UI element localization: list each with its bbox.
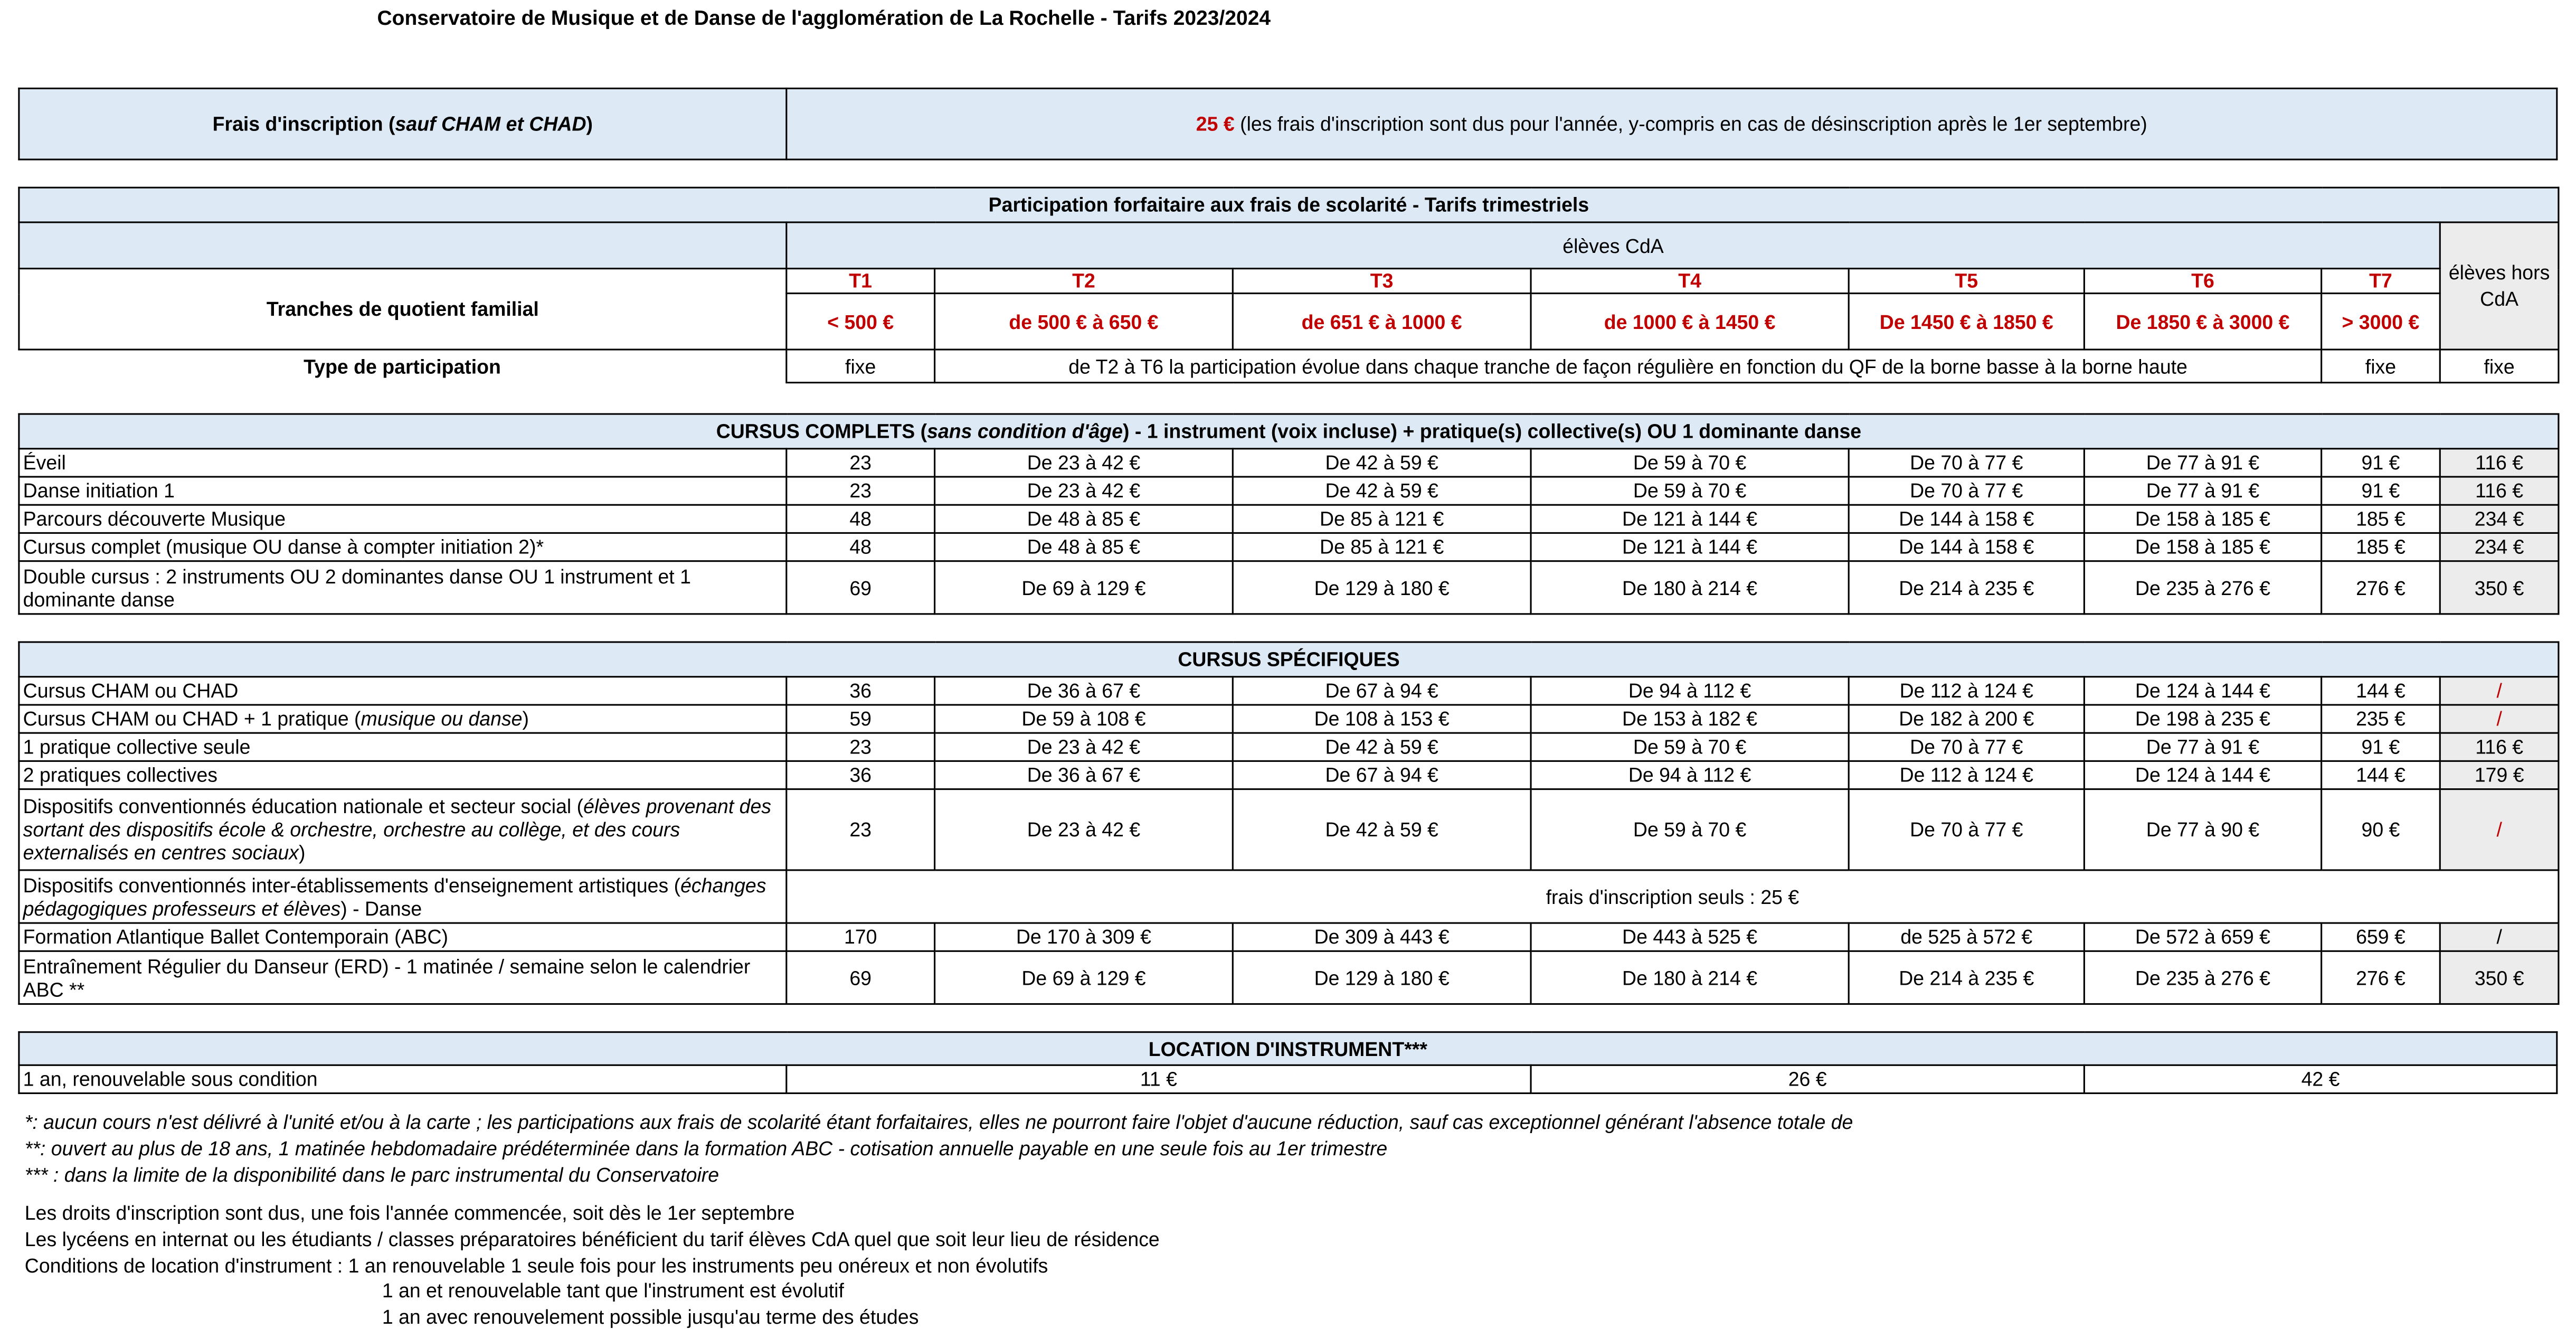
cell: De 23 à 42 € — [935, 789, 1233, 870]
cell: De 214 à 235 € — [1849, 951, 2084, 1004]
cell-hors: 350 € — [2440, 561, 2559, 614]
type-label: Type de participation — [19, 350, 787, 383]
cell: 235 € — [2322, 705, 2440, 733]
cursus-complets-heading: CURSUS COMPLETS (sans condition d'âge) - 1 instrument (voix incluse) + pratique(s) collective(s) OU 1 dominante danse — [19, 414, 2559, 449]
cell: 276 € — [2322, 951, 2440, 1004]
inscription-amount: 25 € — [1196, 112, 1235, 136]
cell: De 198 à 235 € — [2084, 705, 2321, 733]
table-row — [19, 761, 2559, 789]
inscription-note: (les frais d'inscription sont dus pour l'année, y-compris en cas de désinscription après le 1er septembre) — [1240, 112, 2147, 136]
table-row — [19, 705, 2559, 733]
cell: De 59 à 70 € — [1531, 449, 1849, 477]
cell: De 121 à 144 € — [1531, 533, 1849, 561]
location-heading: LOCATION D'INSTRUMENT*** — [19, 1032, 2557, 1066]
cell: 170 — [787, 923, 935, 951]
table-row — [19, 951, 2559, 1004]
cell: De 180 à 214 € — [1531, 561, 1849, 614]
cell: De 572 à 659 € — [2084, 923, 2321, 951]
cell: De 309 à 443 € — [1233, 923, 1531, 951]
note-line: Les droits d'inscription sont dus, une fois l'année commencée, soit dès le 1er septembre — [24, 1201, 795, 1225]
cell: De 42 à 59 € — [1233, 733, 1531, 761]
page-title: Conservatoire de Musique et de Danse de l'agglomération de La Rochelle - Tarifs 2023/2024 — [377, 6, 1271, 30]
cell-hors: 234 € — [2440, 505, 2559, 533]
cell: 91 € — [2322, 477, 2440, 505]
cell: 36 — [787, 761, 935, 789]
cell: 185 € — [2322, 505, 2440, 533]
cell: De 77 à 91 € — [2084, 477, 2321, 505]
cell-hors: 350 € — [2440, 951, 2559, 1004]
cell: 659 € — [2322, 923, 2440, 951]
row-label: 2 pratiques collectives — [19, 761, 787, 789]
tranche-code: T4 — [1531, 269, 1849, 294]
footnote: *: aucun cours n'est délivré à l'unité et/ou à la carte ; les participations aux frais de scolarité étant forfaitaires, elles ne pourront faire l'objet d'aucune réduction, sauf cas exceptionnel générant l'absence totale de — [24, 1110, 1853, 1134]
corner-blank — [19, 222, 787, 269]
cell-hors: 234 € — [2440, 533, 2559, 561]
cursus-specifiques-heading: CURSUS SPÉCIFIQUES — [19, 642, 2559, 677]
row-label: Danse initiation 1 — [19, 477, 787, 505]
cell: De 124 à 144 € — [2084, 761, 2321, 789]
location-price: 26 € — [1531, 1065, 2084, 1093]
row-label: 1 pratique collective seule — [19, 733, 787, 761]
cell-hors: / — [2440, 677, 2559, 705]
cell: 91 € — [2322, 733, 2440, 761]
tranche-range: de 1000 € à 1450 € — [1531, 294, 1849, 350]
cell: De 36 à 67 € — [935, 677, 1233, 705]
cell: De 235 à 276 € — [2084, 951, 2321, 1004]
cell: 23 — [787, 789, 935, 870]
cell: De 42 à 59 € — [1233, 477, 1531, 505]
table-row — [19, 789, 2559, 870]
cell: De 42 à 59 € — [1233, 789, 1531, 870]
cell: De 112 à 124 € — [1849, 677, 2084, 705]
cell: De 77 à 91 € — [2084, 733, 2321, 761]
cell: De 153 à 182 € — [1531, 705, 1849, 733]
cell: De 94 à 112 € — [1531, 761, 1849, 789]
condition-line: 1 an et renouvelable tant que l'instrument est évolutif — [382, 1279, 844, 1303]
cell: De 94 à 112 € — [1531, 677, 1849, 705]
cell: De 59 à 70 € — [1531, 477, 1849, 505]
cell: De 70 à 77 € — [1849, 477, 2084, 505]
cell: 276 € — [2322, 561, 2440, 614]
cell: De 144 à 158 € — [1849, 533, 2084, 561]
row-label: Double cursus : 2 instruments OU 2 dominantes danse OU 1 instrument et 1 dominante danse — [19, 561, 787, 614]
cell: De 85 à 121 € — [1233, 505, 1531, 533]
row-label: Cursus CHAM ou CHAD — [19, 677, 787, 705]
cell: De 42 à 59 € — [1233, 449, 1531, 477]
location-row-label: 1 an, renouvelable sous condition — [19, 1065, 787, 1093]
cell: De 70 à 77 € — [1849, 733, 2084, 761]
location-price: 42 € — [2084, 1065, 2556, 1093]
cell: De 158 à 185 € — [2084, 533, 2321, 561]
eleves-cda-label: élèves CdA — [787, 222, 2440, 269]
cell: de 525 à 572 € — [1849, 923, 2084, 951]
inscription-table — [18, 88, 2558, 161]
type-hors: fixe — [2440, 350, 2559, 383]
footnote: *** : dans la limite de la disponibilité dans le parc instrumental du Conservatoire — [24, 1163, 719, 1187]
inscription-amount-cell — [787, 88, 2557, 159]
cell: De 59 à 70 € — [1531, 733, 1849, 761]
row-label: Éveil — [19, 449, 787, 477]
cell: De 23 à 42 € — [935, 733, 1233, 761]
cell: De 121 à 144 € — [1531, 505, 1849, 533]
cell: De 443 à 525 € — [1531, 923, 1849, 951]
cell: De 67 à 94 € — [1233, 677, 1531, 705]
table-row — [19, 505, 2559, 533]
note-line: Les lycéens en internat ou les étudiants / classes préparatoires bénéficient du tarif élèves CdA quel que soit leur lieu de résidence — [24, 1228, 1160, 1251]
row-label: Cursus complet (musique OU danse à compter initiation 2)* — [19, 533, 787, 561]
cell-hors: 179 € — [2440, 761, 2559, 789]
row-label: Dispositifs conventionnés éducation nationale et secteur social (élèves provenant des sortant des dispositifs école & orchestre, orchestre au collège, et des cours externalisés en centres sociaux) — [19, 789, 787, 870]
type-mid: de T2 à T6 la participation évolue dans chaque tranche de façon régulière en fonction du QF de la borne basse à la borne haute — [935, 350, 2322, 383]
cell: De 235 à 276 € — [2084, 561, 2321, 614]
tranche-code: T2 — [935, 269, 1233, 294]
cell: De 182 à 200 € — [1849, 705, 2084, 733]
tranche-code: T7 — [2322, 269, 2440, 294]
type-t1: fixe — [787, 350, 935, 383]
cell: De 129 à 180 € — [1233, 951, 1531, 1004]
cell: De 69 à 129 € — [935, 951, 1233, 1004]
type-t7: fixe — [2322, 350, 2440, 383]
cell: De 158 à 185 € — [2084, 505, 2321, 533]
cell: 144 € — [2322, 677, 2440, 705]
participation-table — [18, 187, 2559, 383]
row-label: Parcours découverte Musique — [19, 505, 787, 533]
cell: De 144 à 158 € — [1849, 505, 2084, 533]
tranche-code: T6 — [2084, 269, 2321, 294]
cell: 69 — [787, 951, 935, 1004]
tranche-range: de 500 € à 650 € — [935, 294, 1233, 350]
cell: 23 — [787, 477, 935, 505]
cell: De 170 à 309 € — [935, 923, 1233, 951]
location-table — [18, 1031, 2558, 1094]
cell: De 70 à 77 € — [1849, 449, 2084, 477]
tranche-range: > 3000 € — [2322, 294, 2440, 350]
cell: De 67 à 94 € — [1233, 761, 1531, 789]
row-label: Entraînement Régulier du Danseur (ERD) - 1 matinée / semaine selon le calendrier ABC ** — [19, 951, 787, 1004]
cell: De 23 à 42 € — [935, 477, 1233, 505]
table-row — [19, 1065, 2557, 1093]
cell: De 112 à 124 € — [1849, 761, 2084, 789]
cell: 23 — [787, 733, 935, 761]
inscription-label: Frais d'inscription (sauf CHAM et CHAD) — [19, 88, 787, 159]
condition-line: 1 an avec renouvelement possible jusqu'au terme des études — [382, 1305, 919, 1329]
cell: De 36 à 67 € — [935, 761, 1233, 789]
row-label: Cursus CHAM ou CHAD + 1 pratique (musique ou danse) — [19, 705, 787, 733]
participation-heading: Participation forfaitaire aux frais de scolarité - Tarifs trimestriels — [19, 187, 2559, 222]
location-price: 11 € — [787, 1065, 1531, 1093]
cell: 90 € — [2322, 789, 2440, 870]
cell: De 23 à 42 € — [935, 449, 1233, 477]
cell: De 77 à 91 € — [2084, 449, 2321, 477]
cell: 36 — [787, 677, 935, 705]
cell: De 48 à 85 € — [935, 533, 1233, 561]
hors-cda-header: élèves hors CdA — [2440, 222, 2559, 350]
cell: 59 — [787, 705, 935, 733]
cell: De 48 à 85 € — [935, 505, 1233, 533]
cell: De 69 à 129 € — [935, 561, 1233, 614]
cell: De 59 à 108 € — [935, 705, 1233, 733]
cell: 23 — [787, 449, 935, 477]
table-row — [19, 561, 2559, 614]
cell: De 108 à 153 € — [1233, 705, 1531, 733]
cell-hors: / — [2440, 705, 2559, 733]
cell-hors: / — [2440, 789, 2559, 870]
tranche-range: De 1450 € à 1850 € — [1849, 294, 2084, 350]
table-row — [19, 449, 2559, 477]
cell: De 77 à 90 € — [2084, 789, 2321, 870]
tranche-code: T5 — [1849, 269, 2084, 294]
cell: De 214 à 235 € — [1849, 561, 2084, 614]
tranche-code: T1 — [787, 269, 935, 294]
tranche-range: < 500 € — [787, 294, 935, 350]
tranche-code: T3 — [1233, 269, 1531, 294]
cell: De 85 à 121 € — [1233, 533, 1531, 561]
cell: 185 € — [2322, 533, 2440, 561]
table-row — [19, 533, 2559, 561]
tranche-range: de 651 € à 1000 € — [1233, 294, 1531, 350]
cell: 48 — [787, 533, 935, 561]
merged-cell: frais d'inscription seuls : 25 € — [787, 870, 2559, 923]
table-row — [19, 870, 2559, 923]
cell: 91 € — [2322, 449, 2440, 477]
note-line: Conditions de location d'instrument : 1 an renouvelable 1 seule fois pour les instruments peu onéreux et non évolutifs — [24, 1254, 1048, 1278]
cell: De 124 à 144 € — [2084, 677, 2321, 705]
cell: De 129 à 180 € — [1233, 561, 1531, 614]
cursus-complets-table — [18, 413, 2559, 615]
cell: De 70 à 77 € — [1849, 789, 2084, 870]
cell-hors: 116 € — [2440, 449, 2559, 477]
cell-hors: 116 € — [2440, 477, 2559, 505]
cell: 144 € — [2322, 761, 2440, 789]
cell: De 59 à 70 € — [1531, 789, 1849, 870]
table-row — [19, 677, 2559, 705]
table-row — [19, 733, 2559, 761]
row-label: Formation Atlantique Ballet Contemporain (ABC) — [19, 923, 787, 951]
cell-hors: / — [2440, 923, 2559, 951]
footnote: **: ouvert au plus de 18 ans, 1 matinée hebdomadaire prédéterminée dans la formation ABC - cotisation annuelle payable en une seule fois au 1er trimestre — [24, 1137, 1388, 1161]
table-row — [19, 477, 2559, 505]
row-label: Dispositifs conventionnés inter-établissements d'enseignement artistiques (échanges pédagogiques professeurs et élèves) - Danse — [19, 870, 787, 923]
tranche-range: De 1850 € à 3000 € — [2084, 294, 2321, 350]
table-row — [19, 923, 2559, 951]
cell: 69 — [787, 561, 935, 614]
cell: De 180 à 214 € — [1531, 951, 1849, 1004]
cell-hors: 116 € — [2440, 733, 2559, 761]
cursus-specifiques-table — [18, 641, 2559, 1005]
cell: 48 — [787, 505, 935, 533]
tranches-label: Tranches de quotient familial — [19, 269, 787, 350]
